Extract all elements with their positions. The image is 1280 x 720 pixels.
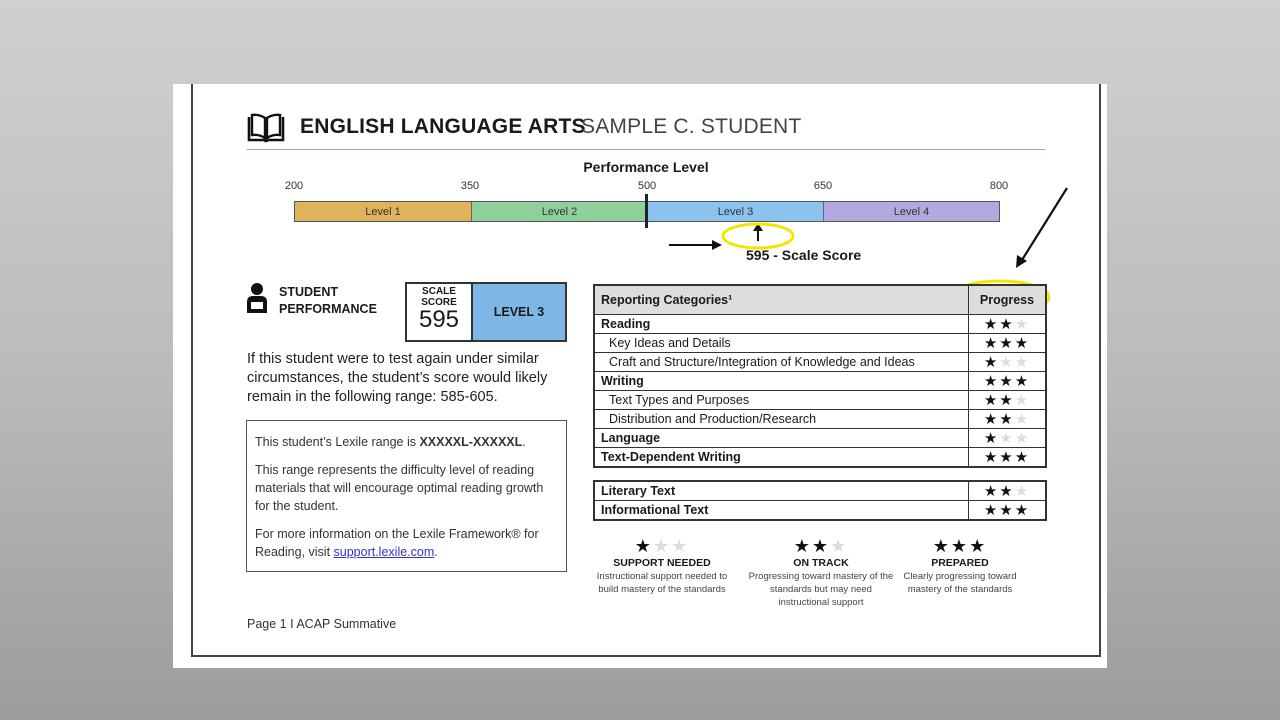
star-filled-icon: ★ xyxy=(1014,449,1031,466)
text-type-table xyxy=(593,480,1047,521)
star-empty-icon: ★ xyxy=(1014,411,1031,428)
performance-level-title: Performance Level xyxy=(583,159,709,175)
star-filled-icon: ★ xyxy=(999,392,1015,409)
star-filled-icon: ★ xyxy=(999,449,1015,466)
level-3-segment: Level 3 xyxy=(647,202,823,221)
category-row-craft-and-structure-integration-of-knowledge-and-ideas xyxy=(594,353,1046,372)
lexile-support-link[interactable]: support.lexile.com xyxy=(333,545,435,559)
score-range-text: If this student were to test again under similar circumstances, the student’s score would likely remain in the following range: 585-605. xyxy=(247,351,548,405)
level-4-segment: Level 4 xyxy=(823,202,999,221)
star-filled-icon: ★ xyxy=(983,430,1000,447)
lexile-range-line xyxy=(255,433,558,451)
category-row-text-types-and-purposes xyxy=(594,391,1046,410)
tick-label-800: 800 xyxy=(989,180,1009,192)
progress-stars xyxy=(969,429,1047,448)
category-label: Text Types and Purposes xyxy=(594,391,969,410)
progress-stars xyxy=(969,481,1047,501)
star-empty-icon: ★ xyxy=(671,536,690,556)
star-filled-icon: ★ xyxy=(999,335,1015,352)
tick-label-650: 650 xyxy=(813,180,833,192)
star-filled-icon: ★ xyxy=(999,411,1015,428)
lexile-info-suffix: . xyxy=(434,545,438,559)
star-filled-icon: ★ xyxy=(983,449,1000,466)
star-empty-icon: ★ xyxy=(999,430,1015,447)
star-filled-icon: ★ xyxy=(1014,502,1031,519)
header-rule xyxy=(247,149,1045,150)
progress-stars xyxy=(969,501,1047,521)
star-filled-icon: ★ xyxy=(983,316,1000,333)
legend-item-support-needed xyxy=(590,536,735,596)
star-filled-icon: ★ xyxy=(983,411,1000,428)
star-filled-icon: ★ xyxy=(983,354,1000,371)
lexile-range-value: XXXXXL-XXXXXL xyxy=(419,435,523,449)
legend-item-on-track xyxy=(749,536,894,609)
tick-label-500: 500 xyxy=(637,180,657,192)
star-filled-icon: ★ xyxy=(983,483,1000,500)
star-filled-icon: ★ xyxy=(793,536,812,556)
student-person-icon xyxy=(246,282,268,314)
legend-title: PREPARED xyxy=(931,557,989,569)
star-filled-icon: ★ xyxy=(983,502,1000,519)
lexile-range-prefix: This student’s Lexile range is xyxy=(255,435,420,449)
legend-stars xyxy=(888,536,1033,556)
progress-stars xyxy=(969,448,1047,468)
star-filled-icon: ★ xyxy=(969,536,988,556)
category-row-literary-text xyxy=(594,481,1046,501)
legend-description: Progressing toward mastery of the standards but may need instructional support xyxy=(748,571,894,608)
star-filled-icon: ★ xyxy=(1014,335,1031,352)
lexile-info-box xyxy=(246,420,567,572)
star-filled-icon: ★ xyxy=(811,536,831,556)
star-empty-icon: ★ xyxy=(1014,483,1031,500)
lexile-info-prefix: For more information on the Lexile Framework® for Reading, visit xyxy=(255,527,539,559)
category-label: Reading xyxy=(594,315,969,334)
star-filled-icon: ★ xyxy=(932,536,951,556)
reporting-categories-table xyxy=(593,284,1047,468)
category-row-key-ideas-and-details xyxy=(594,334,1046,353)
category-label: Craft and Structure/Integration of Knowledge and Ideas xyxy=(594,353,969,372)
legend-stars xyxy=(749,536,894,556)
reporting-categories-header: Reporting Categories¹ xyxy=(594,285,969,315)
star-empty-icon: ★ xyxy=(1014,354,1031,371)
category-row-text-dependent-writing xyxy=(594,448,1046,468)
progress-stars xyxy=(969,353,1047,372)
star-empty-icon: ★ xyxy=(1014,430,1031,447)
star-empty-icon: ★ xyxy=(999,354,1015,371)
category-label: Writing xyxy=(594,372,969,391)
scale-score-box xyxy=(405,282,567,342)
star-empty-icon: ★ xyxy=(830,536,849,556)
star-empty-icon: ★ xyxy=(1014,392,1031,409)
category-label: Distribution and Production/Research xyxy=(594,410,969,429)
category-label: Key Ideas and Details xyxy=(594,334,969,353)
progress-stars xyxy=(969,372,1047,391)
legend-item-prepared xyxy=(888,536,1033,596)
star-empty-icon: ★ xyxy=(652,536,672,556)
star-filled-icon: ★ xyxy=(983,373,1000,390)
category-row-language xyxy=(594,429,1046,448)
star-empty-icon: ★ xyxy=(1014,316,1031,333)
progress-stars xyxy=(969,334,1047,353)
legend-title: ON TRACK xyxy=(793,557,849,569)
lexile-description: This range represents the difficulty level of reading materials that will encourage optimal reading growth for the student. xyxy=(255,463,544,513)
page-footer: Page 1 I ACAP Summative xyxy=(247,617,397,631)
subject-title: ENGLISH LANGUAGE ARTS xyxy=(300,115,586,138)
student-name: SAMPLE C. STUDENT xyxy=(581,115,802,138)
progress-stars xyxy=(969,315,1047,334)
category-row-reading xyxy=(594,315,1046,334)
star-filled-icon: ★ xyxy=(1014,373,1031,390)
legend-title: SUPPORT NEEDED xyxy=(613,557,711,569)
lexile-range-suffix: . xyxy=(522,435,526,449)
level-divider xyxy=(645,194,648,228)
scale-score-caption: SCALE SCORE xyxy=(421,286,457,308)
tick-label-200: 200 xyxy=(284,180,304,192)
table-header-row xyxy=(594,285,1046,315)
star-filled-icon: ★ xyxy=(999,373,1015,390)
category-label: Language xyxy=(594,429,969,448)
star-filled-icon: ★ xyxy=(999,316,1015,333)
category-row-informational-text xyxy=(594,501,1046,521)
score-report-page xyxy=(173,84,1107,668)
category-row-writing xyxy=(594,372,1046,391)
legend-description: Clearly progressing toward mastery of the standards xyxy=(903,571,1017,595)
star-filled-icon: ★ xyxy=(999,502,1015,519)
star-filled-icon: ★ xyxy=(999,483,1015,500)
star-filled-icon: ★ xyxy=(983,392,1000,409)
star-filled-icon: ★ xyxy=(983,335,1000,352)
lexile-info-line xyxy=(255,525,558,561)
student-performance-label: STUDENT PERFORMANCE xyxy=(279,285,377,316)
level-1-segment: Level 1 xyxy=(295,202,471,221)
category-label: Informational Text xyxy=(594,501,969,521)
tick-label-350: 350 xyxy=(460,180,480,192)
star-filled-icon: ★ xyxy=(950,536,970,556)
category-row-distribution-and-production-research xyxy=(594,410,1046,429)
scale-score-cell xyxy=(407,284,471,340)
performance-level-badge: LEVEL 3 xyxy=(471,284,565,340)
level-2-segment: Level 2 xyxy=(471,202,647,221)
progress-header: Progress xyxy=(969,285,1047,315)
legend-description: Instructional support needed to build mastery of the standards xyxy=(596,571,728,595)
category-label: Literary Text xyxy=(594,481,969,501)
scale-score-value: 595 xyxy=(418,306,460,333)
category-label: Text-Dependent Writing xyxy=(594,448,969,468)
progress-stars xyxy=(969,410,1047,429)
scale-score-label: 595 - Scale Score xyxy=(746,247,862,263)
progress-stars xyxy=(969,391,1047,410)
star-filled-icon: ★ xyxy=(634,536,653,556)
legend-stars xyxy=(590,536,735,556)
book-icon xyxy=(246,113,286,143)
